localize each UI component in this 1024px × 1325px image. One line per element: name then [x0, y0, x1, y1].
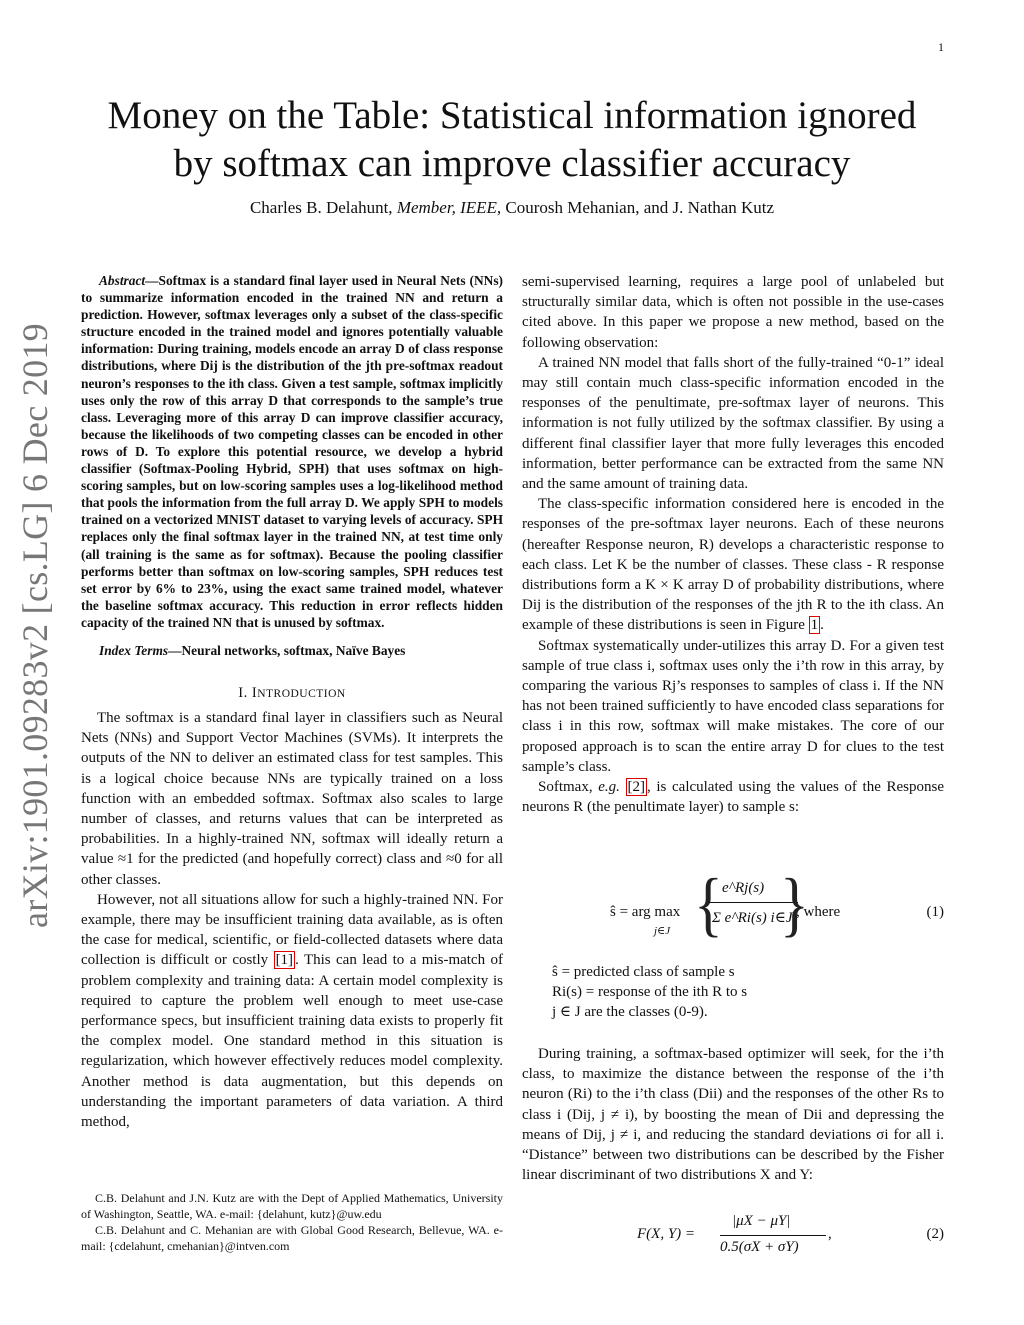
definition-2: Ri(s) = response of the ith R to s [552, 984, 748, 1001]
title-line-1: Money on the Table: Statistical information ignored [107, 94, 917, 137]
right-paragraph-1: semi-supervised learning, requires a large pool of unlabeled but structurally similar data, which is often not possible in the use-cases cited above. In this paper we propose a new method, based on the following observation: [522, 274, 944, 351]
authors-part-a: Charles B. Delahunt, [249, 198, 393, 217]
eq2-number: (2) [926, 1226, 944, 1242]
section-heading [81, 685, 503, 702]
abstract-label: Abstract [99, 273, 146, 288]
right-p5-b: , is calculated using the values of the Response neurons R (the penultimate layer) to sample s: [522, 779, 944, 816]
right-paragraph-2: A trained NN model that falls short of the fully-trained “0-1” ideal may still contain much class-specific information encoded in the responses of the penultimate, pre-softmax layer of neurons. This information is not fully utilized by the softmax classifier. By using a different final classifier layer that more fully leverages this encoded information, better performance can be extracted from the same NN and the same amount of training data. [522, 354, 944, 493]
right-column [522, 272, 944, 817]
eq1-left-brace: { [694, 864, 723, 944]
equation-1-definitions [552, 962, 944, 1023]
authors-part-b: Courosh Mehanian, and J. Nathan Kutz [505, 198, 775, 217]
eq1-denominator: Σ e^Ri(s) i∈J [712, 910, 793, 926]
eq1-number: (1) [926, 904, 944, 920]
title-line-2: by softmax can improve classifier accuracy [173, 142, 851, 185]
right-p3-a: The class-specific information considered here is encoded in the responses of the pre-softmax layer neurons. Each of these neurons (hereafter Response neuron, R) develops a characteristic response to each class. Let K be the number of classes. These class - R response distributions form a K × K array D of probability distributions, where Dij is the distribution of the responses of the jth R to the ith class. An example of these distributions is seen in Figure [522, 496, 944, 634]
equation-1 [522, 864, 944, 948]
section-initial: I [251, 684, 258, 701]
footnote-1: C.B. Delahunt and J.N. Kutz are with the Dept of Applied Mathematics, University of Washington, Seattle, WA. e-mail: {delahunt, kutz}@uw.edu [81, 1191, 503, 1221]
eq1-subscript: j∈J [654, 925, 671, 937]
index-terms [81, 643, 503, 659]
eg-italic: e.g. [598, 779, 620, 796]
intro-p2-b: . This can lead to a mis-match of problem complexity and training data: A certain model complexity is required to capture the problem well enough to meet use-case performance specs, but insufficient training data exists to properly fit the complex model. One standard method in this situation is regularization, which however effectively reduces model complexity. Another method is data augmentation, but this depends on understanding the important parameters of data variation. A third method, [81, 952, 503, 1131]
eq2-comma: , [828, 1226, 832, 1242]
intro-paragraph-1: The softmax is a standard final layer in classifiers such as Neural Nets (NNs) and Support Vector Machines (SVMs). It interprets the outputs of the NN to deliver an estimated class for test samples. This is a logical choice because NNs are typically trained on a loss function with an embedded softmax. Softmax also scales to large number of classes, and returns values that can be interpreted as probabilities. In a highly-trained NN, softmax will ideally return a value ≈1 for the predicted (and hopefully correct) class and ≈0 for all other classes. [81, 709, 503, 888]
authors [60, 198, 964, 218]
eq2-denominator: 0.5(σX + σY) [720, 1239, 799, 1255]
section-number: I. [238, 684, 248, 701]
right-paragraph-4: Softmax systematically under-utilizes this array D. For a given test sample of true class i, softmax uses only the i’th row in this array, by comparing the various Rj’s responses to samples of class i. If the NN has not been trained sufficiently to have encoded class separations for class i in this row, softmax will make mistakes. The core of our proposed approach is to scan the entire array D for clues to the test sample’s class. [522, 637, 944, 775]
intro-p2-a: However, not all situations allow for such a highly-trained NN. For example, there may be insufficient training data available, as is often the case for medical, scientific, or field-collected datasets where data collection is difficult or costly [81, 891, 503, 969]
definition-3: j ∈ J are the classes (0-9). [552, 1004, 708, 1021]
right-p5-a: Softmax, [538, 779, 599, 796]
citation-2[interactable]: [2] [627, 779, 645, 796]
figure-reference[interactable]: 1 [810, 617, 819, 634]
eq2-fraction-bar [720, 1235, 826, 1236]
eq1-lhs: ŝ = arg max [610, 904, 681, 920]
footnotes [81, 1190, 503, 1254]
paper-title [60, 92, 964, 188]
intro-paragraph-2 [81, 890, 503, 1132]
eq2-numerator: |μX − μY| [732, 1213, 791, 1229]
right-paragraph-6: During training, a softmax-based optimizer will seek, for the i’th class, to maximize the distance between the response of the i’th neuron (Ri) to the i’th class (Dii) and the responses of the other Rs to class i (Dij, j ≠ i), by boosting the mean of Dii and depressing the means of Dij, j ≠ i, and reducing the standard deviations σi for all i. “Distance” between two distributions can be described by the Fisher linear discriminant of two distributions X and Y: [522, 1046, 944, 1184]
eq1-right-brace: } [780, 864, 809, 944]
right-p3-b: . [820, 617, 824, 634]
eq1-numerator: e^Rj(s) [722, 880, 765, 896]
abstract [81, 272, 503, 631]
equation-2 [522, 1213, 944, 1263]
right-paragraph-5 [522, 777, 944, 817]
right-column-lower [522, 1044, 944, 1185]
definition-1: ŝ = predicted class of sample s [552, 964, 735, 980]
eq1-where: , where [796, 904, 841, 920]
authors-member: Member, IEEE, [396, 198, 502, 217]
right-paragraph-3 [522, 494, 944, 635]
citation-1[interactable]: [1] [275, 952, 294, 969]
page-number: 1 [938, 40, 944, 54]
index-terms-label: Index Terms [99, 642, 169, 658]
footnote-2: C.B. Delahunt and C. Mehanian are with Global Good Research, Bellevue, WA. e-mail: {cdelahunt, cmehanian}@intven.com [81, 1223, 503, 1253]
index-terms-text: —Neural networks, softmax, Naïve Bayes [168, 642, 406, 658]
arxiv-stamp: arXiv:1901.09283v2 [cs.LG] 6 Dec 2019 [15, 323, 55, 928]
eq2-lhs: F(X, Y) = [637, 1226, 696, 1242]
left-column [81, 272, 503, 1132]
section-rest: NTRODUCTION [257, 687, 346, 700]
abstract-text: —Softmax is a standard final layer used in Neural Nets (NNs) to summarize information encoded in the trained NN and return a prediction. However, softmax leverages only a subset of the class-specific structure encoded in the trained model and ignores potentially valuable information: During training, models encode an array D of class response distributions, where Dij is the distribution of the jth pre-softmax readout neuron’s responses to the ith class. Given a test sample, softmax implicitly uses only the row of this array D that corresponds to the sample’s true class. Leveraging more of this array D can improve classifier accuracy, because the likelihoods of two competing classes can be encoded in other rows of D. To explore this potential resource, we develop a hybrid classifier (Softmax-Pooling Hybrid, SPH) that uses softmax on high-scoring samples, but on low-scoring samples uses a log-likelihood method that pools the information from the full array D. We apply SPH to models trained on a vectorized MNIST dataset to varying levels of accuracy. SPH replaces only the final softmax layer in the trained NN, at test time only (all training is the same as for softmax). Because the pooling classifier performs better than softmax on low-scoring samples, SPH reduces test set error by 6% to 23%, using the exact same trained model, whatever the baseline softmax accuracy. This reduction in error reflects hidden capacity of the trained NN that is unused by softmax. [81, 273, 503, 630]
